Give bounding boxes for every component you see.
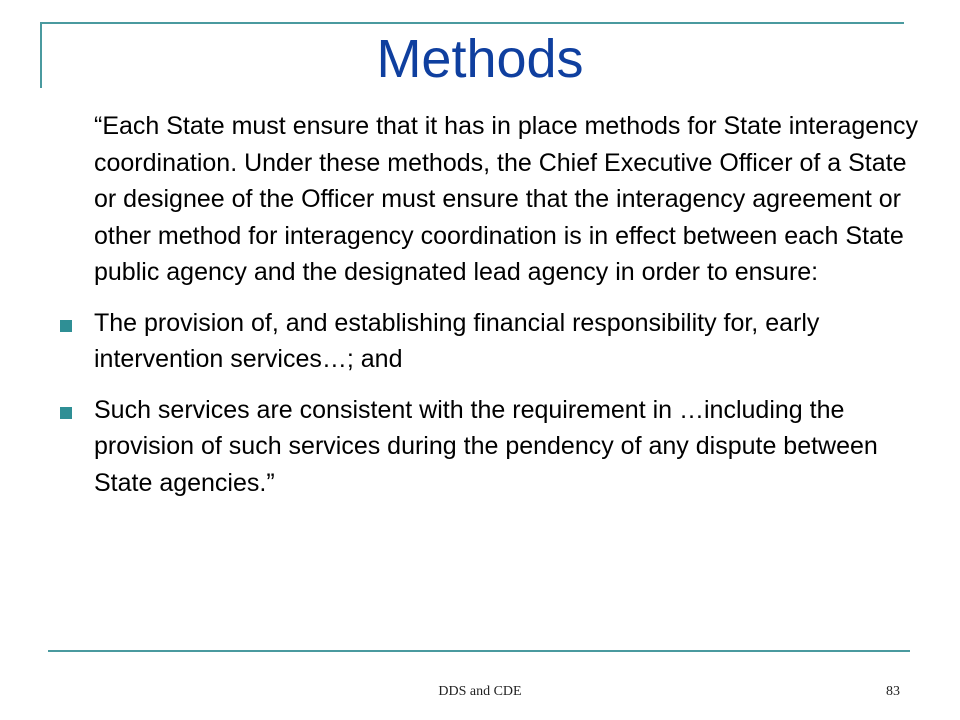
square-bullet-icon bbox=[60, 320, 72, 332]
frame-top-line bbox=[40, 22, 904, 24]
intro-paragraph: “Each State must ensure that it has in place methods for State interagency coordination. Under these methods, the Chief Executive Officer of a State or designee of the Officer must ensure that the interagency agreement or other method for interagency coordination is in effect between each State public agency and the designated lead agency in order to ensure: bbox=[94, 112, 919, 286]
footer-divider-line bbox=[48, 650, 910, 652]
slide-number: 83 bbox=[886, 684, 900, 699]
bullet-item bbox=[60, 392, 920, 502]
footer-text: DDS and CDE bbox=[438, 684, 522, 699]
bullet-item bbox=[60, 305, 920, 378]
bullet-text: Such services are consistent with the requirement in …including the provision of such services during the pendency of any dispute between State agencies.” bbox=[94, 395, 878, 497]
bullet-text: The provision of, and establishing financial responsibility for, early intervention services…; and bbox=[94, 308, 820, 373]
slide-body bbox=[60, 108, 920, 501]
square-bullet-icon bbox=[60, 407, 72, 419]
slide-title: Methods bbox=[376, 29, 584, 89]
